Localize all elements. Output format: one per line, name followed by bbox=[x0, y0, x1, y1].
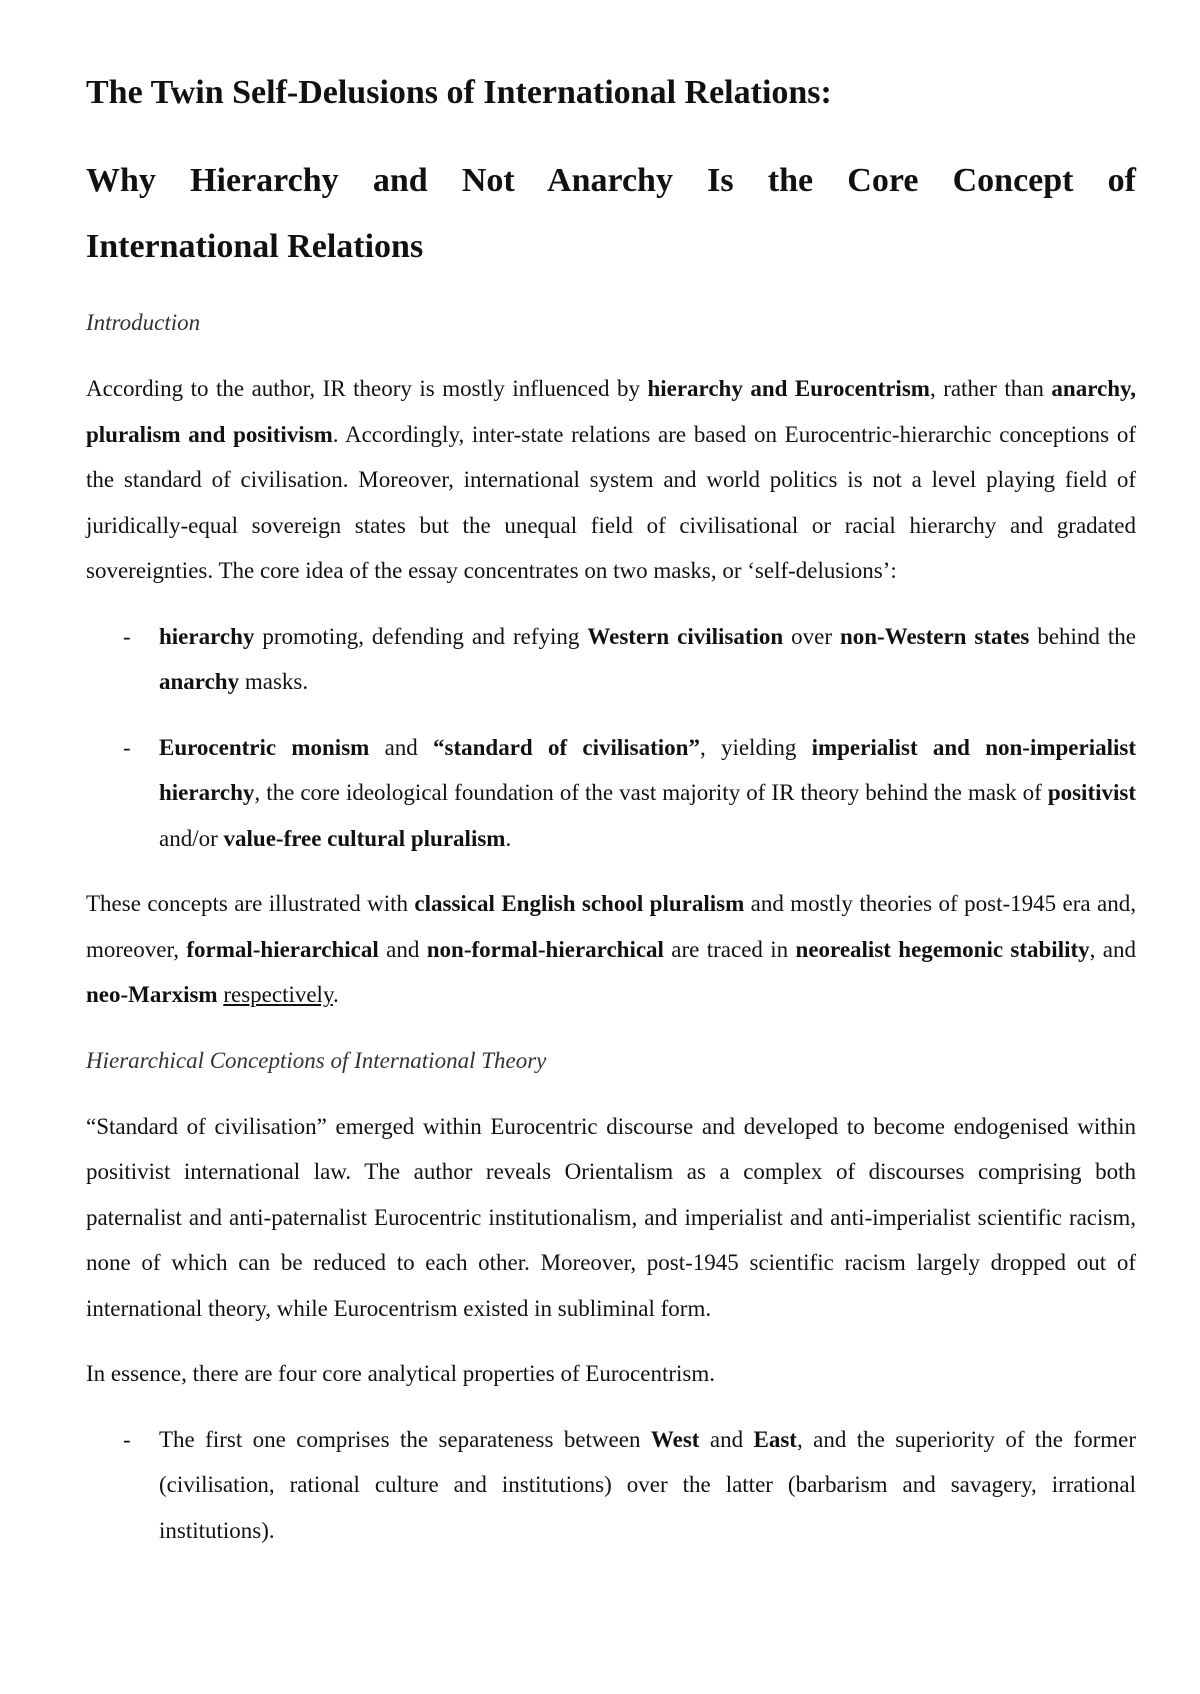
dash-marker: - bbox=[123, 734, 131, 760]
hierarchy-paragraph-2: In essence, there are four core analytical properties of Eurocentrism. bbox=[86, 1361, 716, 1386]
section-heading-introduction: Introduction bbox=[86, 310, 201, 335]
list-item: - Eurocentric monism and “standard of civilisation”, yielding imperialist and non-imperialist hierarchy, the core ideological foundation of the vast majority of IR theory behind the mask of positivist and/or value-free cultural pluralism. bbox=[86, 725, 1136, 862]
intro-bullet-list bbox=[86, 614, 1136, 862]
title-line-2: Why Hierarchy and Not Anarchy Is the Core Concept of bbox=[86, 162, 1136, 199]
title-line-3: International Relations bbox=[86, 228, 424, 265]
document-page bbox=[86, 60, 1136, 1553]
dash-marker: - bbox=[123, 1426, 131, 1452]
title-line-1: The Twin Self-Delusions of International Relations: bbox=[86, 74, 832, 111]
list-item: - The first one comprises the separateness between West and East, and the superiority of the former (civilisation, rational culture and institutions) over the latter (barbarism and savagery, irrational institutions). bbox=[86, 1417, 1136, 1554]
intro-paragraph-2: These concepts are illustrated with classical English school pluralism and mostly theories of post-1945 era and, moreover, formal-hierarchical and non-formal-hierarchical are traced in neorealist hegemonic stability, and neo-Marxism respectively. bbox=[86, 891, 1136, 1007]
section-heading-hierarchical-conceptions: Hierarchical Conceptions of International Theory bbox=[86, 1047, 547, 1073]
list-item: - hierarchy promoting, defending and refying Western civilisation over non-Western states behind the anarchy masks. bbox=[86, 614, 1136, 705]
eurocentrism-property-list bbox=[86, 1417, 1136, 1554]
dash-marker: - bbox=[123, 623, 131, 649]
hierarchy-paragraph-1: “Standard of civilisation” emerged within Eurocentric discourse and developed to become endogenised within positivist international law. The author reveals Orientalism as a complex of discourses comprising both paternalist and anti-paternalist Eurocentric institutionalism, and imperialist and anti-imperialist scientific racism, none of which can be reduced to each other. Moreover, post-1945 scientific racism largely dropped out of international theory, while Eurocentrism existed in subliminal form. bbox=[86, 1113, 1136, 1321]
intro-paragraph-1: According to the author, IR theory is mostly influenced by hierarchy and Eurocentrism, rather than anarchy, pluralism and positivism. Accordingly, inter-state relations are based on Eurocentric-hierarchic conceptions of the standard of civilisation. Moreover, international system and world politics is not a level playing field of juridically-equal sovereign states but the unequal field of civilisational or racial hierarchy and gradated sovereignties. The core idea of the essay concentrates on two masks, or ‘self-delusions’: bbox=[86, 376, 1136, 583]
